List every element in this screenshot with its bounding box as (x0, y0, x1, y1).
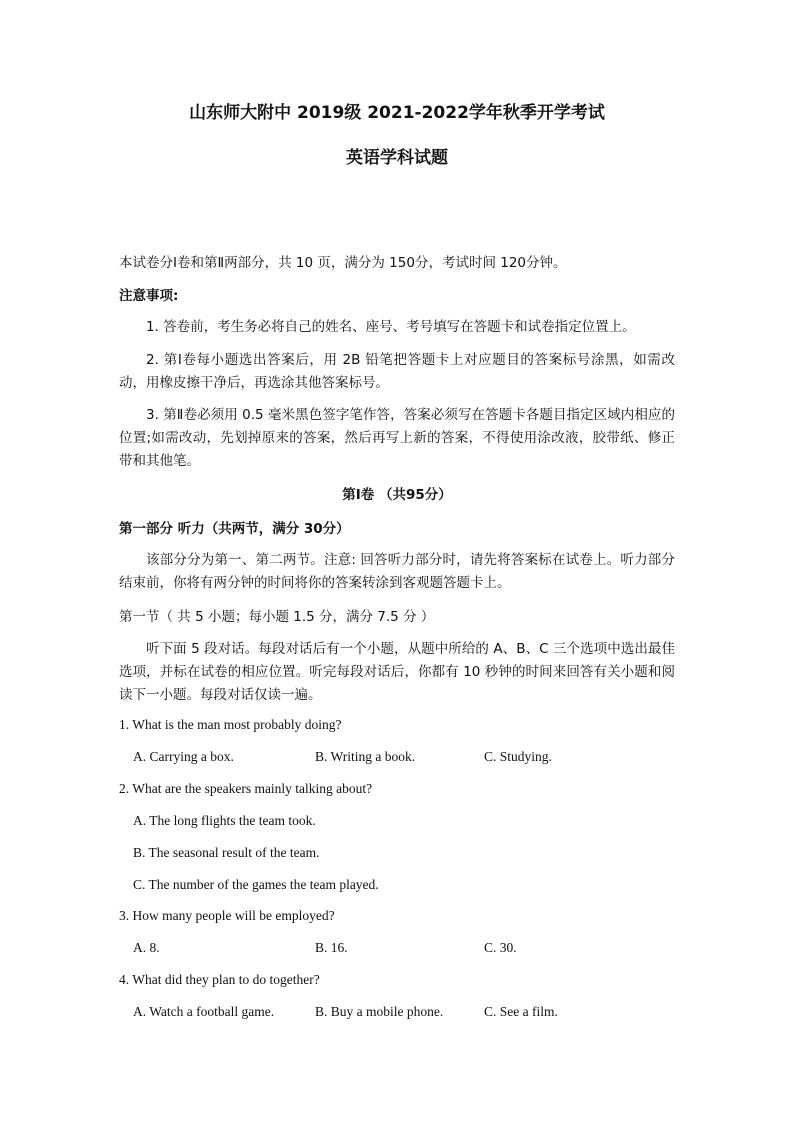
part1-heading: 第一部分 听力（共两节，满分 30分） (119, 521, 350, 537)
exam-intro: 本试卷分Ⅰ卷和第Ⅱ两部分，共 10 页，满分为 150分，考试时间 120分钟。 (119, 255, 567, 271)
part1-desc: 该部分分为第一、第二两节。注意: 回答听力部分时，请先将答案标在试卷上。听力部分结束前，你将有两分钟的时间将你的答案转涂到客观题答题卡上。 (119, 552, 675, 591)
section1-heading: 第一节（ 共 5 小题；每小题 1.5 分，满分 7.5 分 ） (119, 609, 435, 625)
notice-item-3: 3. 第Ⅱ卷必须用 0.5 毫米黑色签字笔作答，答案必须写在答题卡各题目指定区域内相应的位置;如需改动，先划掉原来的答案，然后再写上新的答案，不得使用涂改液，胶带纸、修正带和其他笔。 (119, 407, 675, 469)
notice-item-1: 1. 答卷前，考生务必将自己的姓名、座号、考号填写在答题卡和试卷指定位置上。 (146, 319, 636, 335)
notice-heading: 注意事项: (119, 288, 179, 304)
volume-heading: 第Ⅰ卷 （共95分） (342, 487, 452, 503)
section1-desc: 听下面 5 段对话。每段对话后有一个小题，从题中所给的 A、B、C 三个选项中选出最佳选项，并标在试卷的相应位置。听完每段对话后，你都有 10 秒钟的时间来回答有关小题和阅读下一小题。每段对话仅读一遍。 (119, 641, 675, 703)
q3-option-b: B. 16. (315, 940, 348, 955)
q2-option-a: A. The long flights the team took. (133, 813, 316, 828)
exam-title: 山东师大附中 2019级 2021-2022学年秋季开学考试 (189, 103, 605, 123)
question-4: 4. What did they plan to do together? (119, 972, 320, 987)
q1-option-c: C. Studying. (484, 749, 552, 764)
q2-option-b: B. The seasonal result of the team. (133, 845, 320, 860)
q4-option-c: C. See a film. (484, 1004, 558, 1019)
exam-subtitle: 英语学科试题 (346, 148, 448, 168)
notice-item-2: 2. 第Ⅰ卷每小题选出答案后，用 2B 铅笔把答题卡上对应题目的答案标号涂黑，如需改动，用橡皮擦干净后，再选涂其他答案标号。 (119, 352, 675, 391)
q4-option-a: A. Watch a football game. (133, 1004, 275, 1019)
question-2: 2. What are the speakers mainly talking about? (119, 781, 373, 796)
q2-option-c: C. The number of the games the team played. (133, 877, 379, 892)
q3-option-a: A. 8. (133, 940, 160, 955)
question-1: 1. What is the man most probably doing? (119, 717, 342, 732)
q1-option-b: B. Writing a book. (315, 749, 416, 764)
q4-option-b: B. Buy a mobile phone. (315, 1004, 444, 1019)
q3-option-c: C. 30. (484, 940, 517, 955)
question-3: 3. How many people will be employed? (119, 908, 335, 923)
q1-option-a: A. Carrying a box. (133, 749, 234, 764)
